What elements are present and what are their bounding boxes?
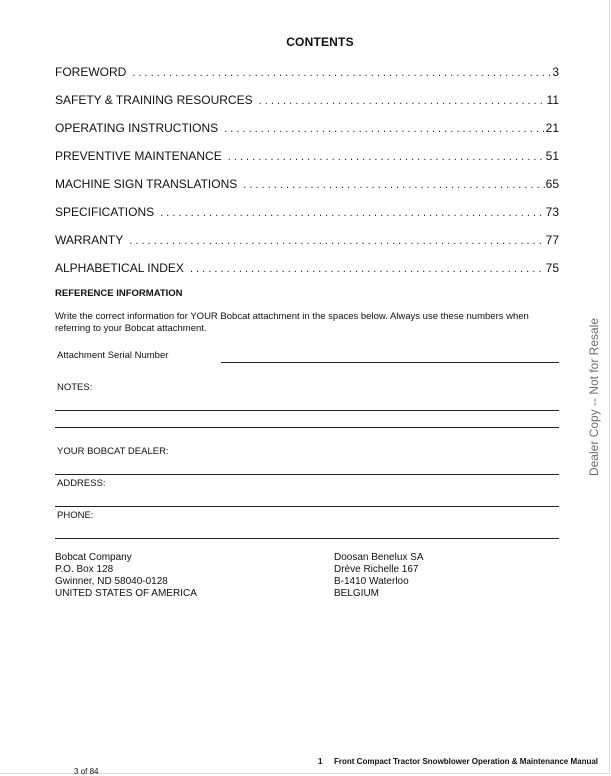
address-line-text: B-1410 Waterloo: [334, 576, 409, 587]
table-of-contents: [55, 65, 559, 289]
dealer-line: [55, 474, 559, 475]
address-line-text: P.O. Box 128: [55, 564, 114, 575]
dot-leader: [228, 151, 545, 163]
dot-leader: [129, 235, 544, 247]
toc-entry-label: MACHINE SIGN TRANSLATIONS: [55, 177, 238, 191]
address-line-text: BELGIUM: [334, 588, 380, 599]
page-count: 3 of 84: [74, 767, 99, 776]
toc-entry-operating[interactable]: [55, 121, 559, 149]
notes-label: NOTES:: [57, 382, 93, 393]
address-line-text: Gwinner, ND 58040-0128: [55, 576, 168, 587]
toc-page-number: 75: [545, 261, 559, 275]
reference-heading: REFERENCE INFORMATION: [55, 288, 183, 299]
toc-page-number: 21: [545, 121, 559, 135]
toc-entry-label: ALPHABETICAL INDEX: [55, 261, 184, 275]
dealer-label: YOUR BOBCAT DEALER:: [57, 446, 169, 457]
toc-entry-maintenance[interactable]: [55, 149, 559, 177]
toc-page-number: 11: [546, 93, 559, 107]
toc-entry-specifications[interactable]: [55, 205, 559, 233]
address-bobcat-company: [55, 552, 197, 600]
toc-entry-label: FOREWORD: [55, 65, 127, 79]
dot-leader: [160, 207, 545, 219]
reference-instructions: Write the correct information for YOUR Bobcat attachment in the spaces below. Always use these numbers when referring to your Bobcat attachment.: [55, 311, 529, 334]
notes-line-2: [55, 427, 559, 428]
dot-leader: [190, 263, 545, 275]
serial-number-line: [221, 362, 559, 363]
toc-entry-index[interactable]: [55, 261, 559, 289]
footer-page-number: 1: [318, 757, 323, 766]
toc-page-number: 51: [545, 149, 559, 163]
address-line-text: Bobcat Company: [55, 552, 132, 563]
toc-entry-label: SPECIFICATIONS: [55, 205, 155, 219]
footer-manual-title: Front Compact Tractor Snowblower Operation & Maintenance Manual: [334, 757, 599, 766]
address-line: [55, 506, 559, 507]
toc-entry-safety[interactable]: [55, 93, 559, 121]
dot-leader: [243, 179, 544, 191]
address-line-text: UNITED STATES OF AMERICA: [55, 588, 197, 599]
address-label: ADDRESS:: [57, 478, 106, 489]
toc-page-number: 77: [545, 233, 559, 247]
toc-entry-label: OPERATING INSTRUCTIONS: [55, 121, 219, 135]
toc-entry-label: PREVENTIVE MAINTENANCE: [55, 149, 222, 163]
toc-entry-label: WARRANTY: [55, 233, 124, 247]
notes-line-1: [55, 410, 559, 411]
address-line-text: Doosan Benelux SA: [334, 552, 424, 563]
dot-leader: [259, 95, 546, 107]
page-title: CONTENTS: [286, 35, 354, 49]
phone-line: [55, 538, 559, 539]
serial-number-label: Attachment Serial Number: [57, 350, 169, 361]
dot-leader: [224, 123, 545, 135]
toc-page-number: 65: [545, 177, 559, 191]
dot-leader: [132, 67, 551, 79]
toc-entry-sign-translations[interactable]: [55, 177, 559, 205]
toc-page-number: 73: [545, 205, 559, 219]
toc-entry-label: SAFETY & TRAINING RESOURCES: [55, 93, 253, 107]
toc-entry-warranty[interactable]: [55, 233, 559, 261]
watermark-text: Dealer Copy -- Not for Resale: [587, 317, 601, 477]
page-footer: [318, 757, 598, 766]
address-line-text: Drève Richelle 167: [334, 564, 419, 575]
address-doosan-benelux: [334, 552, 424, 600]
toc-entry-foreword[interactable]: [55, 65, 559, 93]
toc-page-number: 3: [552, 65, 559, 79]
phone-label: PHONE:: [57, 510, 94, 521]
